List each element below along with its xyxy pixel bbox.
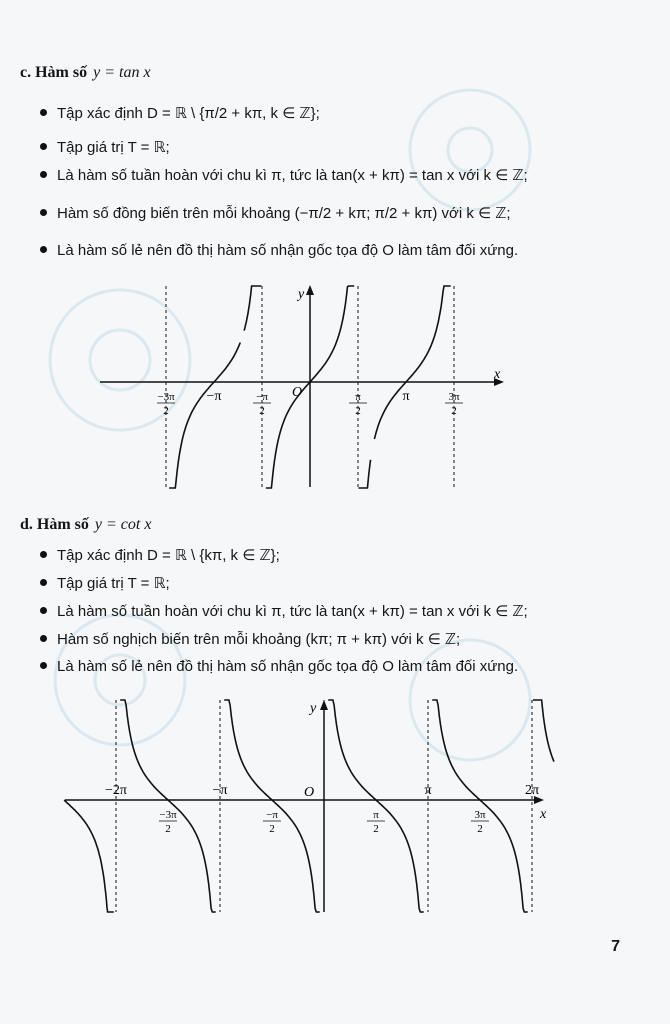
- tick-label: 3π: [474, 809, 486, 821]
- list-item: Tập xác định D = ℝ \ {kπ, k ∈ ℤ};: [40, 546, 280, 564]
- section-c-label: c. Hàm số: [20, 64, 88, 81]
- tick-label: −2π: [105, 783, 127, 798]
- tick-label: −π: [256, 391, 268, 403]
- curve-branch: [244, 286, 261, 331]
- bullet-icon: [40, 171, 47, 178]
- bullet-icon: [40, 109, 47, 116]
- curve-branch: [533, 700, 554, 762]
- curve-branch: [374, 286, 450, 439]
- list-item: Hàm số nghịch biến trên mỗi khoảng (kπ; π + kπ) với k ∈ ℤ;: [40, 630, 460, 648]
- section-c-function: y = tan x: [93, 64, 151, 81]
- bullet-icon: [40, 607, 47, 614]
- y-axis-arrow-icon: [320, 700, 328, 710]
- tick-label: 2: [355, 405, 361, 417]
- list-item: Tập giá trị T = ℝ;: [40, 138, 170, 156]
- tick-label: −π: [212, 783, 228, 798]
- curve-branch: [432, 700, 528, 912]
- curve-branch: [169, 343, 240, 489]
- list-item: Hàm số đồng biến trên mỗi khoảng (−π/2 + kπ; π/2 + kπ) với k ∈ ℤ;: [40, 204, 511, 222]
- tick-label: 2: [451, 405, 457, 417]
- curve-branch: [359, 460, 371, 488]
- tick-label: −3π: [159, 809, 177, 821]
- list-item: Là hàm số tuần hoàn với chu kì π, tức là tan(x + kπ) = tan x với k ∈ ℤ;: [40, 166, 528, 184]
- tick-label: 2: [373, 823, 379, 835]
- tick-label: 3π: [448, 391, 460, 403]
- tick-label: 2: [165, 823, 171, 835]
- section-d-function: y = cot x: [94, 516, 152, 533]
- list-item: Là hàm số tuần hoàn với chu kì π, tức là tan(x + kπ) = tan x với k ∈ ℤ;: [40, 602, 528, 620]
- tick-label: π: [424, 783, 432, 798]
- y-axis-label: y: [310, 701, 317, 716]
- tick-label: −π: [266, 809, 278, 821]
- list-item: Tập giá trị T = ℝ;: [40, 574, 170, 592]
- curve-branch: [224, 700, 320, 912]
- tick-label: 2: [163, 405, 169, 417]
- cot-curves: [64, 700, 554, 912]
- bullet-icon: [40, 662, 47, 669]
- tick-label: −3π: [157, 391, 175, 403]
- bullet-icon: [40, 143, 47, 150]
- cot-tick-labels: [105, 783, 539, 835]
- tick-label: 2: [269, 823, 275, 835]
- origin-label: O: [304, 785, 315, 800]
- origin-label: O: [292, 385, 303, 400]
- tick-label: 2: [477, 823, 483, 835]
- tick-label: π: [402, 389, 410, 404]
- page-number: 7: [611, 938, 620, 955]
- cot-graph: [60, 696, 570, 916]
- tan-graph: [100, 282, 560, 492]
- tick-label: 2π: [524, 783, 540, 798]
- curve-branch: [328, 700, 424, 912]
- section-d-label: d. Hàm số: [20, 516, 89, 533]
- section-c-heading: [20, 64, 151, 82]
- bullet-icon: [40, 551, 47, 558]
- list-item: Tập xác định D = ℝ \ {π/2 + kπ, k ∈ ℤ};: [40, 104, 320, 122]
- list-item: Là hàm số lẻ nên đồ thị hàm số nhận gốc tọa độ O làm tâm đối xứng.: [40, 658, 518, 675]
- tick-label: −π: [206, 389, 222, 404]
- bullet-icon: [40, 635, 47, 642]
- section-d-heading: [20, 516, 151, 534]
- curve-branch: [64, 800, 114, 912]
- bullet-icon: [40, 209, 47, 216]
- y-axis-label: y: [298, 287, 305, 302]
- y-axis-arrow-icon: [306, 285, 314, 295]
- list-item: Là hàm số lẻ nên đồ thị hàm số nhận gốc tọa độ O làm tâm đối xứng.: [40, 242, 518, 259]
- x-axis-label: x: [540, 807, 547, 822]
- bullet-icon: [40, 246, 47, 253]
- tick-label: π: [355, 391, 361, 403]
- tick-label: π: [373, 809, 379, 821]
- tick-label: 2: [259, 405, 265, 417]
- x-axis-label: x: [494, 367, 501, 382]
- curve-branch: [120, 700, 216, 912]
- bullet-icon: [40, 579, 47, 586]
